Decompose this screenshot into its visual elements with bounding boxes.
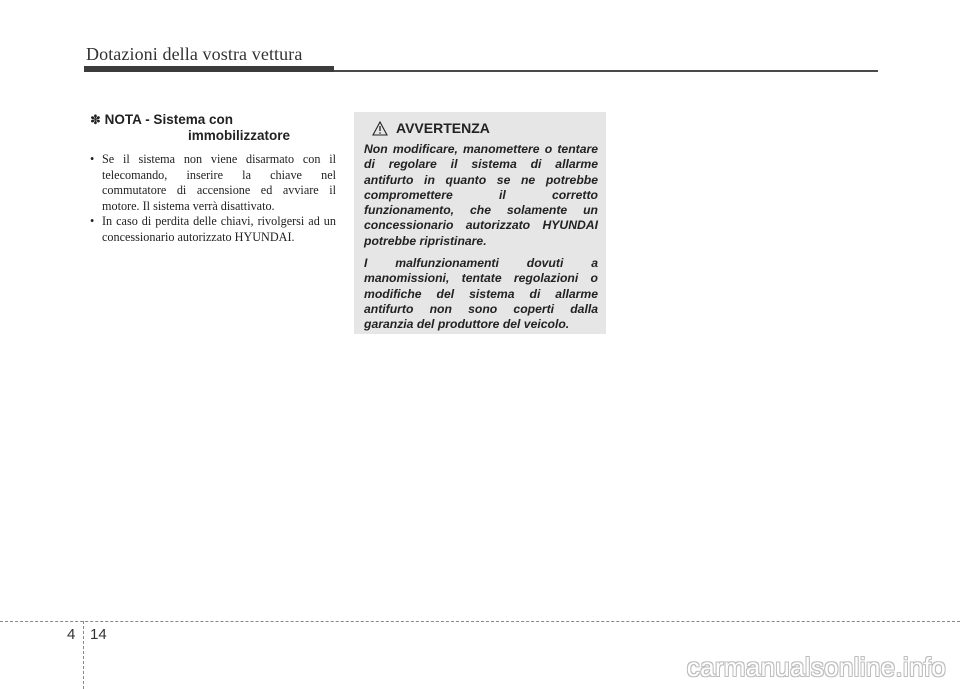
header-rule-accent	[84, 66, 334, 72]
list-item	[90, 152, 336, 214]
warning-box	[354, 112, 606, 334]
footer-divider	[83, 621, 84, 689]
bullet-icon: •	[90, 214, 95, 229]
section-number: 4	[67, 626, 76, 643]
note-list	[90, 152, 336, 246]
warning-paragraph: Non modificare, manomettere o tentare di regolare il sistema di allarme antifurto in quanto se ne potrebbe compromettere il corretto funzionamento, che solamente un concessionario autorizzato HYUNDAI potrebbe ripristinare.	[364, 142, 598, 248]
note-star-icon: ✽	[90, 112, 101, 127]
warning-triangle-icon	[372, 121, 388, 136]
note-item-text: In caso di perdita delle chiavi, rivolgersi ad un concessionario autorizzato HYUNDAI.	[102, 214, 336, 244]
warning-title: AVVERTENZA	[396, 120, 490, 136]
note-subtitle-line2: immobilizzatore	[188, 128, 291, 143]
watermark: carmanualsonline.info	[686, 652, 946, 682]
page-header-title: Dotazioni della vostra vettura	[86, 44, 303, 64]
note-section	[90, 112, 336, 246]
list-item	[90, 214, 336, 245]
page-number: 14	[90, 626, 107, 643]
note-label: NOTA	[104, 112, 142, 127]
note-subtitle-line1: - Sistema con	[145, 112, 233, 127]
footer-rule	[0, 621, 960, 622]
warning-paragraph: I malfunzionamenti dovuti a manomissioni, tentate regolazioni o modifiche del sistema di allarme antifurto non sono coperti dalla garanzia del produttore del veicolo.	[364, 256, 598, 332]
bullet-icon: •	[90, 152, 95, 166]
note-heading	[90, 112, 336, 144]
warning-heading	[372, 120, 598, 136]
note-item-text: Se il sistema non viene disarmato con il telecomando, inserire la chiave nel commutatore di accensione ed avviare il motore. Il sistema verrà disattivato.	[102, 152, 336, 213]
